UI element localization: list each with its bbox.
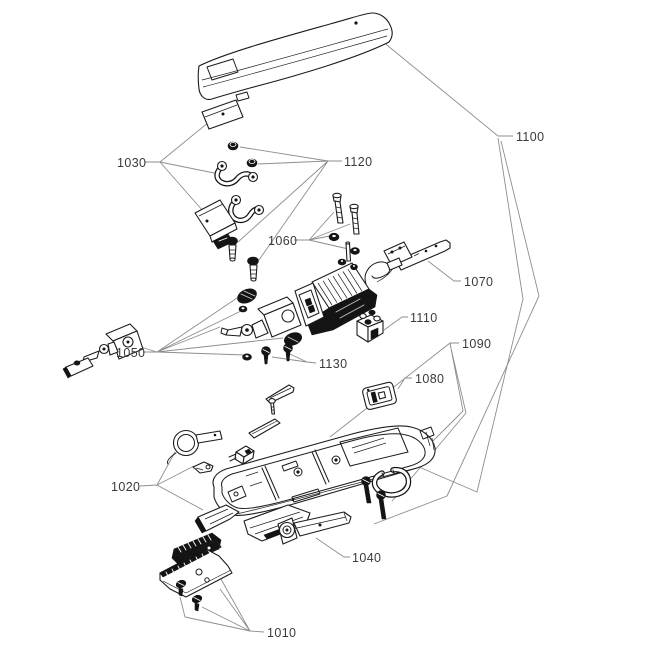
part-latch-plate (202, 100, 243, 129)
part-blade-screws-1130 (262, 344, 293, 365)
label-1060: 1060 (268, 234, 298, 248)
label-1100: 1100 (516, 130, 545, 144)
label-1110: 1110 (410, 311, 438, 325)
part-small-hardware (229, 385, 294, 464)
part-drive-shaft (384, 240, 450, 270)
label-1120: 1120 (344, 155, 373, 169)
part-top-cover (198, 13, 392, 101)
part-motor-fasteners (329, 193, 360, 261)
label-1050: 1050 (116, 346, 146, 360)
part-shoulder-screws (227, 237, 259, 281)
label-1020: 1020 (111, 480, 141, 494)
part-latch-1080 (362, 381, 397, 410)
label-1030: 1030 (117, 156, 147, 170)
label-1010: 1010 (267, 626, 297, 640)
label-1080: 1080 (415, 372, 445, 386)
part-terminal-block (357, 310, 383, 342)
part-number-labels (111, 130, 544, 640)
part-hex-nuts (228, 142, 257, 167)
label-1130: 1130 (319, 357, 348, 371)
label-1090: 1090 (462, 337, 492, 351)
label-1070: 1070 (464, 275, 494, 289)
part-blade-set (160, 533, 232, 611)
label-1040: 1040 (352, 551, 382, 565)
